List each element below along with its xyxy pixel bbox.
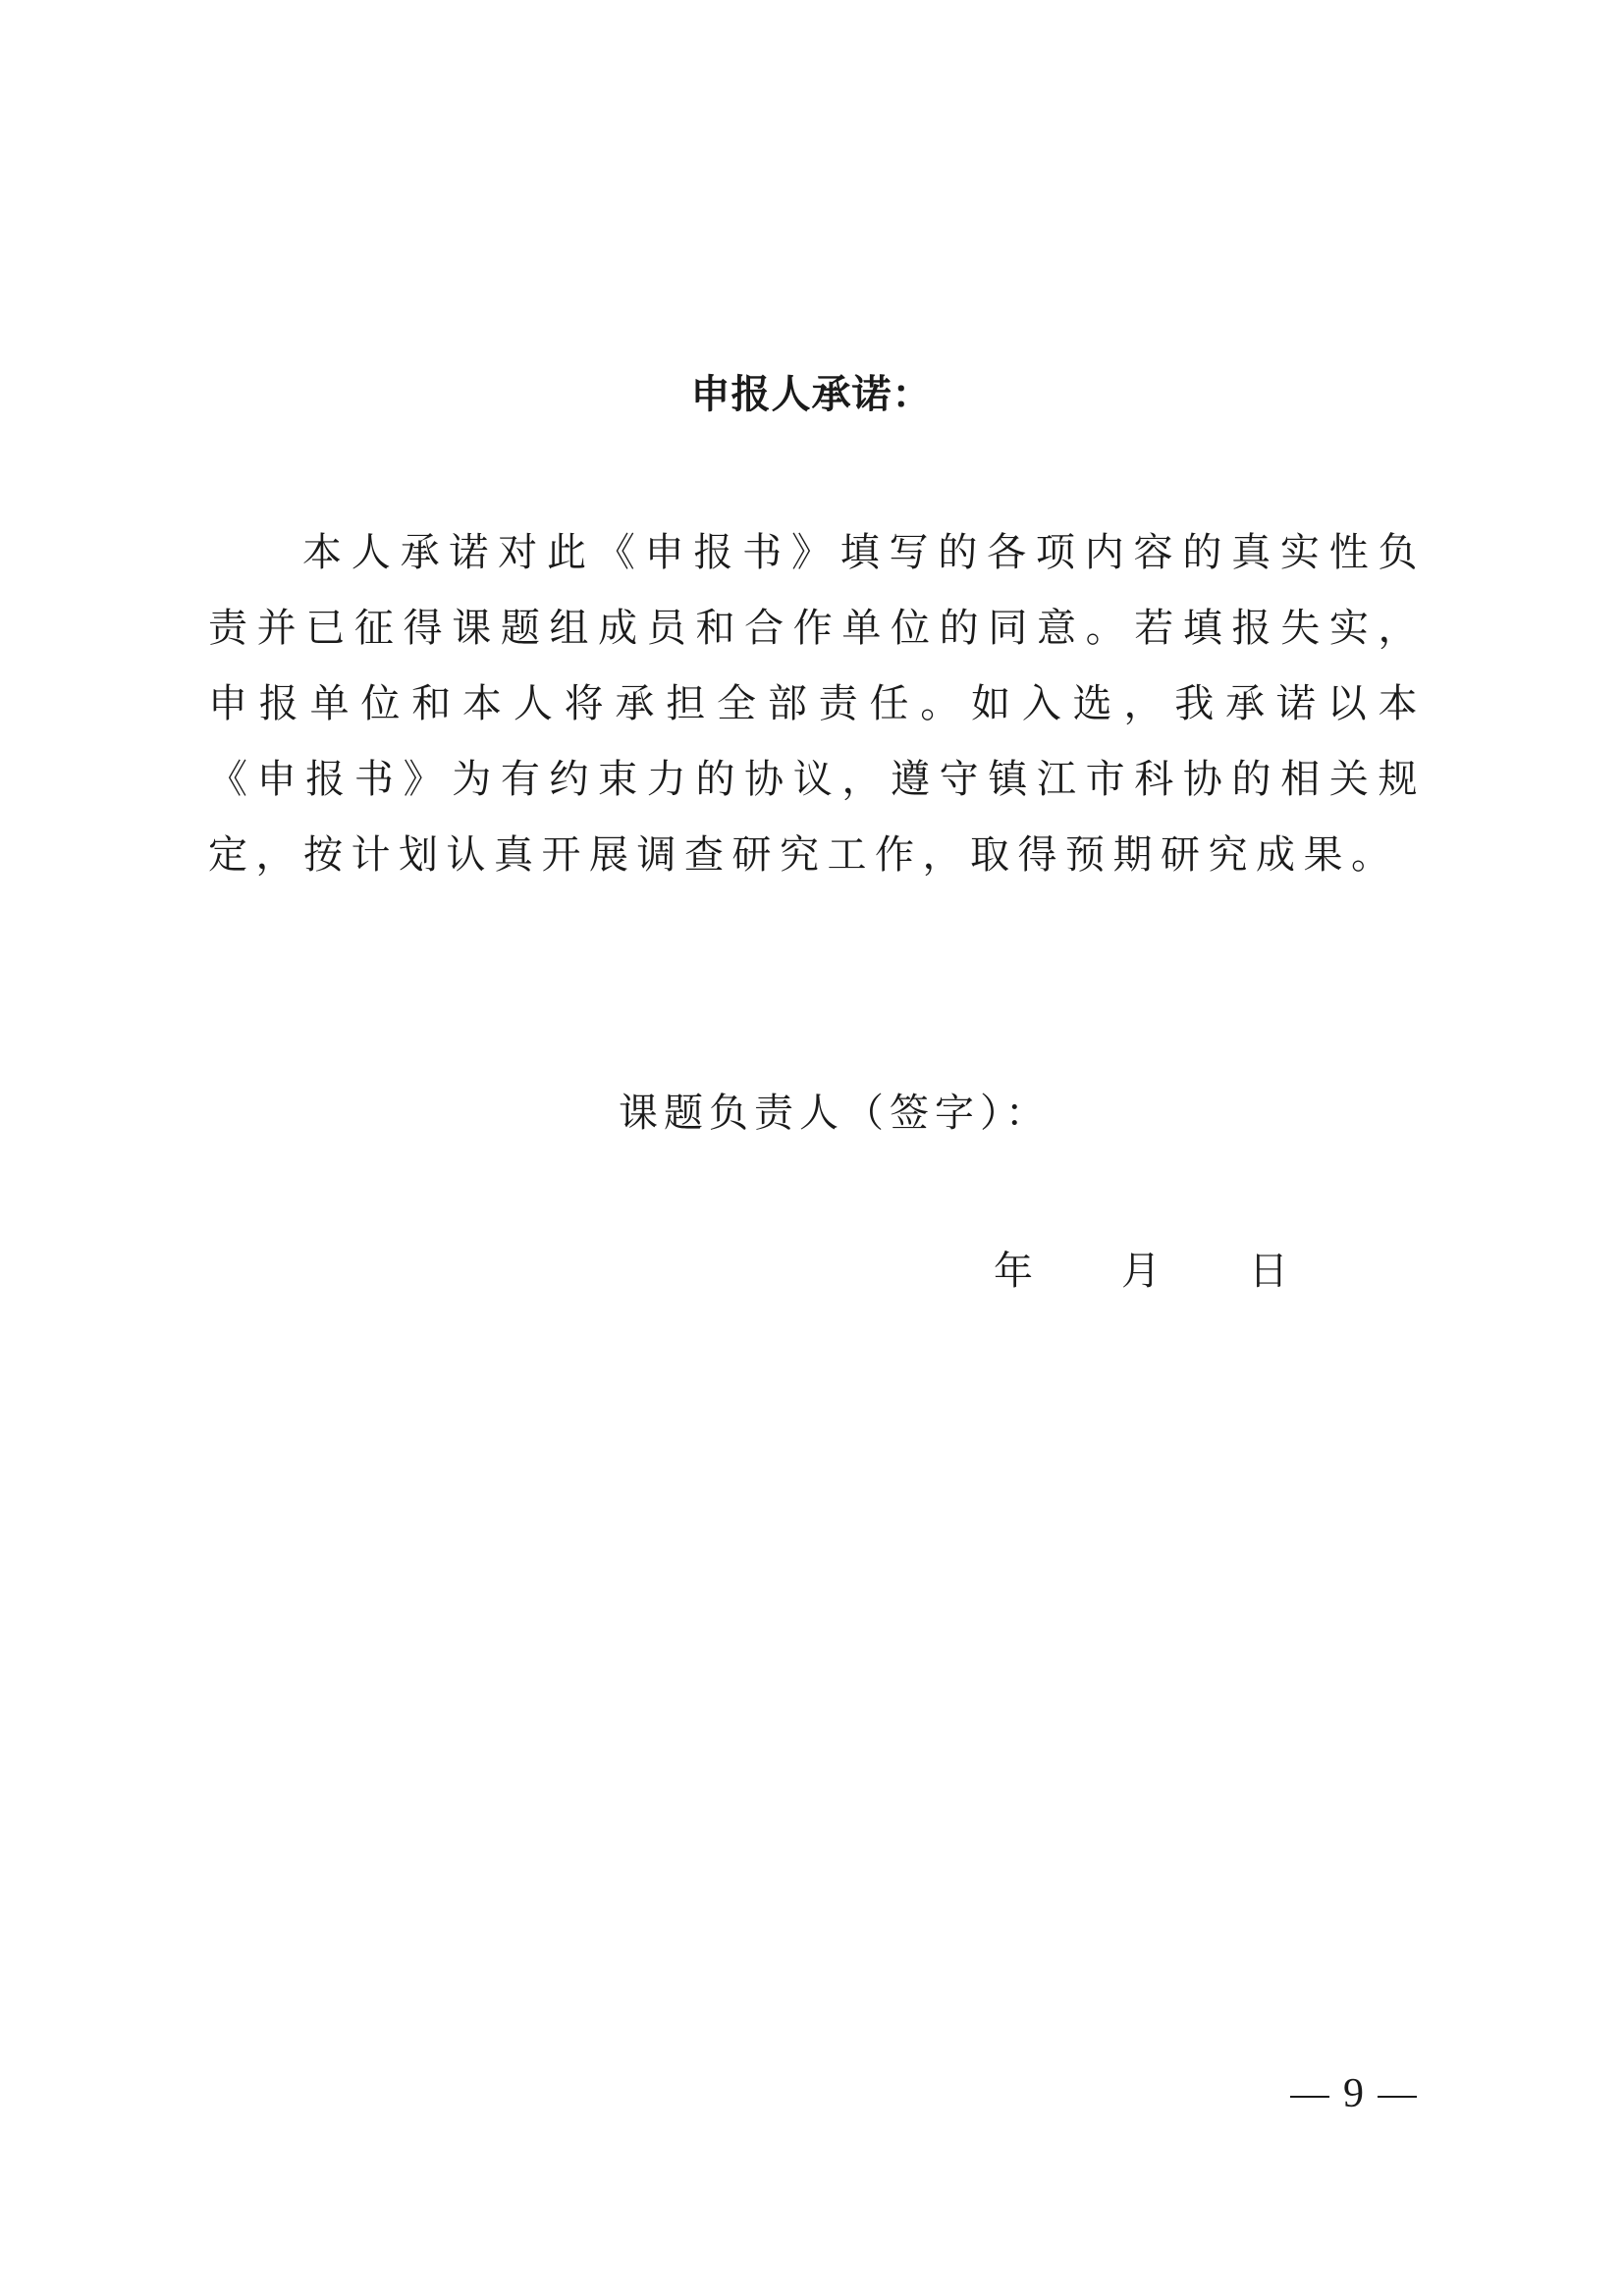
date-day-label: 日 <box>1249 1249 1288 1294</box>
pledge-paragraph: 本人承诺对此《申报书》填写的各项内容的真实性负责并已征得课题组成员和合作单位的同意。若填报失实，申报单位和本人将承担全部责任。如入选，我承诺以本《申报书》为有约束力的协议，遵守镇江市科协的相关规定，按计划认真开展调查研究工作，取得预期研究成果。 <box>208 530 1426 878</box>
page-number-left-dash <box>1290 2096 1329 2098</box>
page-number <box>1276 2066 1431 2121</box>
date-year-label: 年 <box>994 1249 1033 1294</box>
page-number-right-dash <box>1378 2096 1417 2098</box>
date-month-label: 月 <box>1121 1249 1161 1294</box>
page-title: 申报人承诺： <box>690 372 933 417</box>
date-line <box>994 1240 1288 1303</box>
page-number-value: 9 <box>1343 2071 1364 2116</box>
signature-label: 课题负责人（签字）： <box>619 1091 1051 1136</box>
